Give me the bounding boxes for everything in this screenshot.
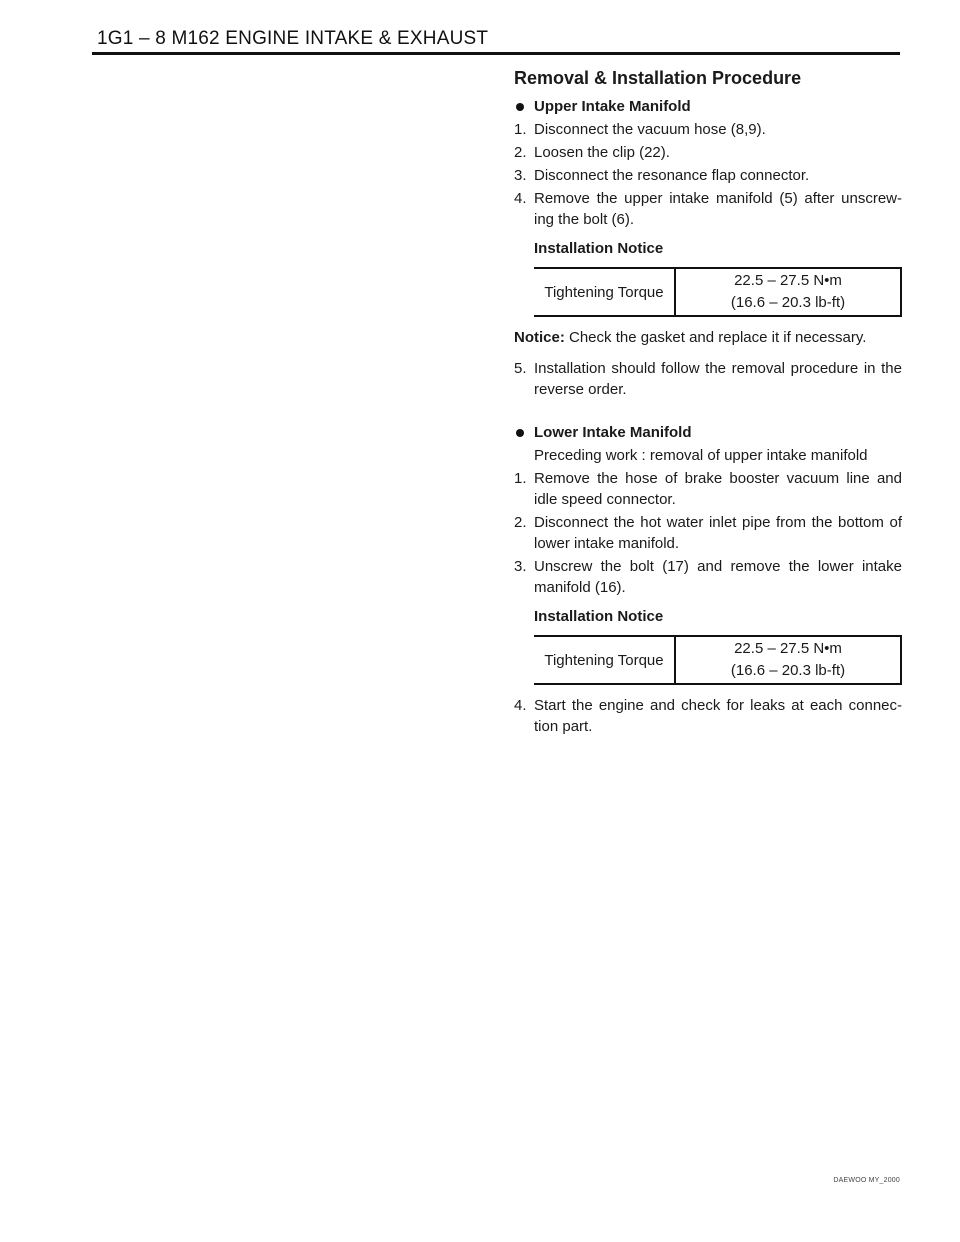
procedure-content — [514, 66, 902, 739]
step-text: Disconnect the hot water inlet pipe from the bottom of lower intake manifold. — [534, 514, 902, 552]
upper-step-1 — [514, 119, 902, 140]
step-text: Loosen the clip (22). — [534, 144, 670, 161]
step-number: 2. — [514, 144, 527, 161]
page-footer: DAEWOO MY_2000 — [833, 1177, 900, 1184]
step-text: Remove the hose of brake booster vacuum line and idle speed connector. — [534, 470, 902, 508]
step-text: Remove the upper intake manifold (5) after unscrew-ing the bolt (6). — [534, 190, 902, 228]
step-number: 2. — [514, 514, 527, 531]
torque-value — [675, 268, 901, 316]
step-text: Start the engine and check for leaks at each connec-tion part. — [534, 697, 902, 735]
step-number: 4. — [514, 697, 527, 714]
lower-step-4 — [514, 695, 902, 737]
step-number: 3. — [514, 558, 527, 575]
bullet-icon — [516, 103, 524, 111]
torque-value-nm: 22.5 – 27.5 N•m — [734, 640, 842, 657]
step-text: Disconnect the resonance flap connector. — [534, 167, 810, 184]
torque-label: Tightening Torque — [534, 636, 675, 684]
lower-manifold-heading — [514, 422, 902, 443]
lower-step-2 — [514, 512, 902, 554]
torque-label: Tightening Torque — [534, 268, 675, 316]
upper-step-4 — [514, 188, 902, 230]
step-text: Disconnect the vacuum hose (8,9). — [534, 121, 766, 138]
lower-installation-notice-heading: Installation Notice — [534, 608, 664, 625]
step-number: 3. — [514, 167, 527, 184]
lower-torque-table — [534, 635, 902, 685]
step-number: 1. — [514, 470, 527, 487]
step-number: 4. — [514, 190, 527, 207]
notice-label: Notice: — [514, 329, 565, 346]
upper-step-2 — [514, 142, 902, 163]
upper-torque-table — [534, 267, 902, 317]
gasket-notice — [514, 327, 902, 348]
torque-value-lbft: (16.6 – 20.3 lb-ft) — [730, 662, 846, 679]
notice-text: Check the gasket and replace it if necessary. — [564, 329, 867, 346]
lower-manifold-heading-text: Lower Intake Manifold — [534, 424, 692, 441]
torque-value-lbft: (16.6 – 20.3 lb-ft) — [730, 294, 846, 311]
bullet-icon — [516, 429, 524, 437]
section-spacer — [514, 402, 902, 422]
upper-installation-notice-heading: Installation Notice — [534, 240, 664, 257]
torque-value — [675, 636, 901, 684]
step-number: 1. — [514, 121, 527, 138]
preceding-work: Preceding work : removal of upper intake manifold — [534, 447, 868, 464]
upper-step-3 — [514, 165, 902, 186]
step-text: Installation should follow the removal procedure in the reverse order. — [534, 360, 902, 398]
step-text: Unscrew the bolt (17) and remove the lower intake manifold (16). — [534, 558, 902, 596]
upper-step-5 — [514, 358, 902, 400]
torque-value-nm: 22.5 – 27.5 N•m — [734, 272, 842, 289]
header-rule — [92, 52, 900, 55]
lower-step-1 — [514, 468, 902, 510]
upper-manifold-heading-text: Upper Intake Manifold — [534, 98, 691, 115]
page-header-title: 1G1 – 8 M162 ENGINE INTAKE & EXHAUST — [97, 28, 489, 49]
step-number: 5. — [514, 360, 527, 377]
section-title: Removal & Installation Procedure — [514, 68, 802, 88]
lower-step-3 — [514, 556, 902, 598]
upper-manifold-heading — [514, 96, 902, 117]
